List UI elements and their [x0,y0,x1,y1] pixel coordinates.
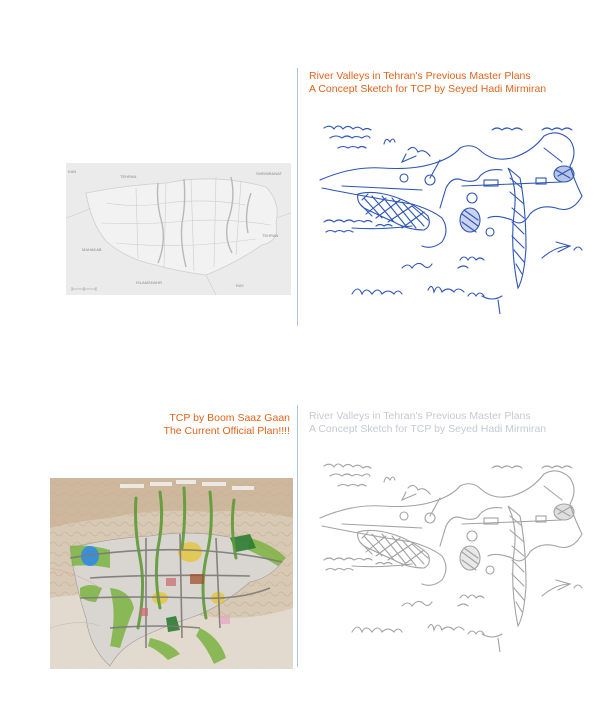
map-label-tehran-north: TEHRAN [120,174,137,179]
concept-sketch-faded [312,456,588,652]
official-plan-map [50,478,293,669]
sketch-caption-subtitle: A Concept Sketch for TCP by Seyed Hadi Mirmiran [309,83,547,95]
concept-sketch-svg [312,118,588,314]
map-label-shemiranat: SHEMIRANAT [256,171,282,176]
map-label-kan: KAN [68,169,77,174]
base-map-svg [66,163,291,295]
base-map-grey [66,163,291,295]
official-plan-svg [50,478,293,669]
map-label-tehran-east: TEHRAN [262,233,279,238]
official-plan-caption-title: TCP by Boom Saaz Gaan [169,412,290,424]
faded-sketch-caption-title: River Valleys in Tehran's Previous Master Plans [309,410,531,422]
map-label-mahakab: MAHAKAB [82,247,102,252]
divider-bottom [297,405,298,667]
map-label-islamshahr: ISLAMSHAHR [136,280,163,285]
faded-sketch-svg [312,456,588,652]
sketch-caption-title: River Valleys in Tehran's Previous Master Plans [309,70,531,82]
official-plan-caption-subtitle: The Current Official Plan!!!! [163,425,290,437]
divider-top [297,68,298,326]
map-label-ray: RAY [236,283,244,288]
concept-sketch-blue [312,118,588,314]
faded-sketch-caption-subtitle: A Concept Sketch for TCP by Seyed Hadi Mirmiran [309,423,547,435]
